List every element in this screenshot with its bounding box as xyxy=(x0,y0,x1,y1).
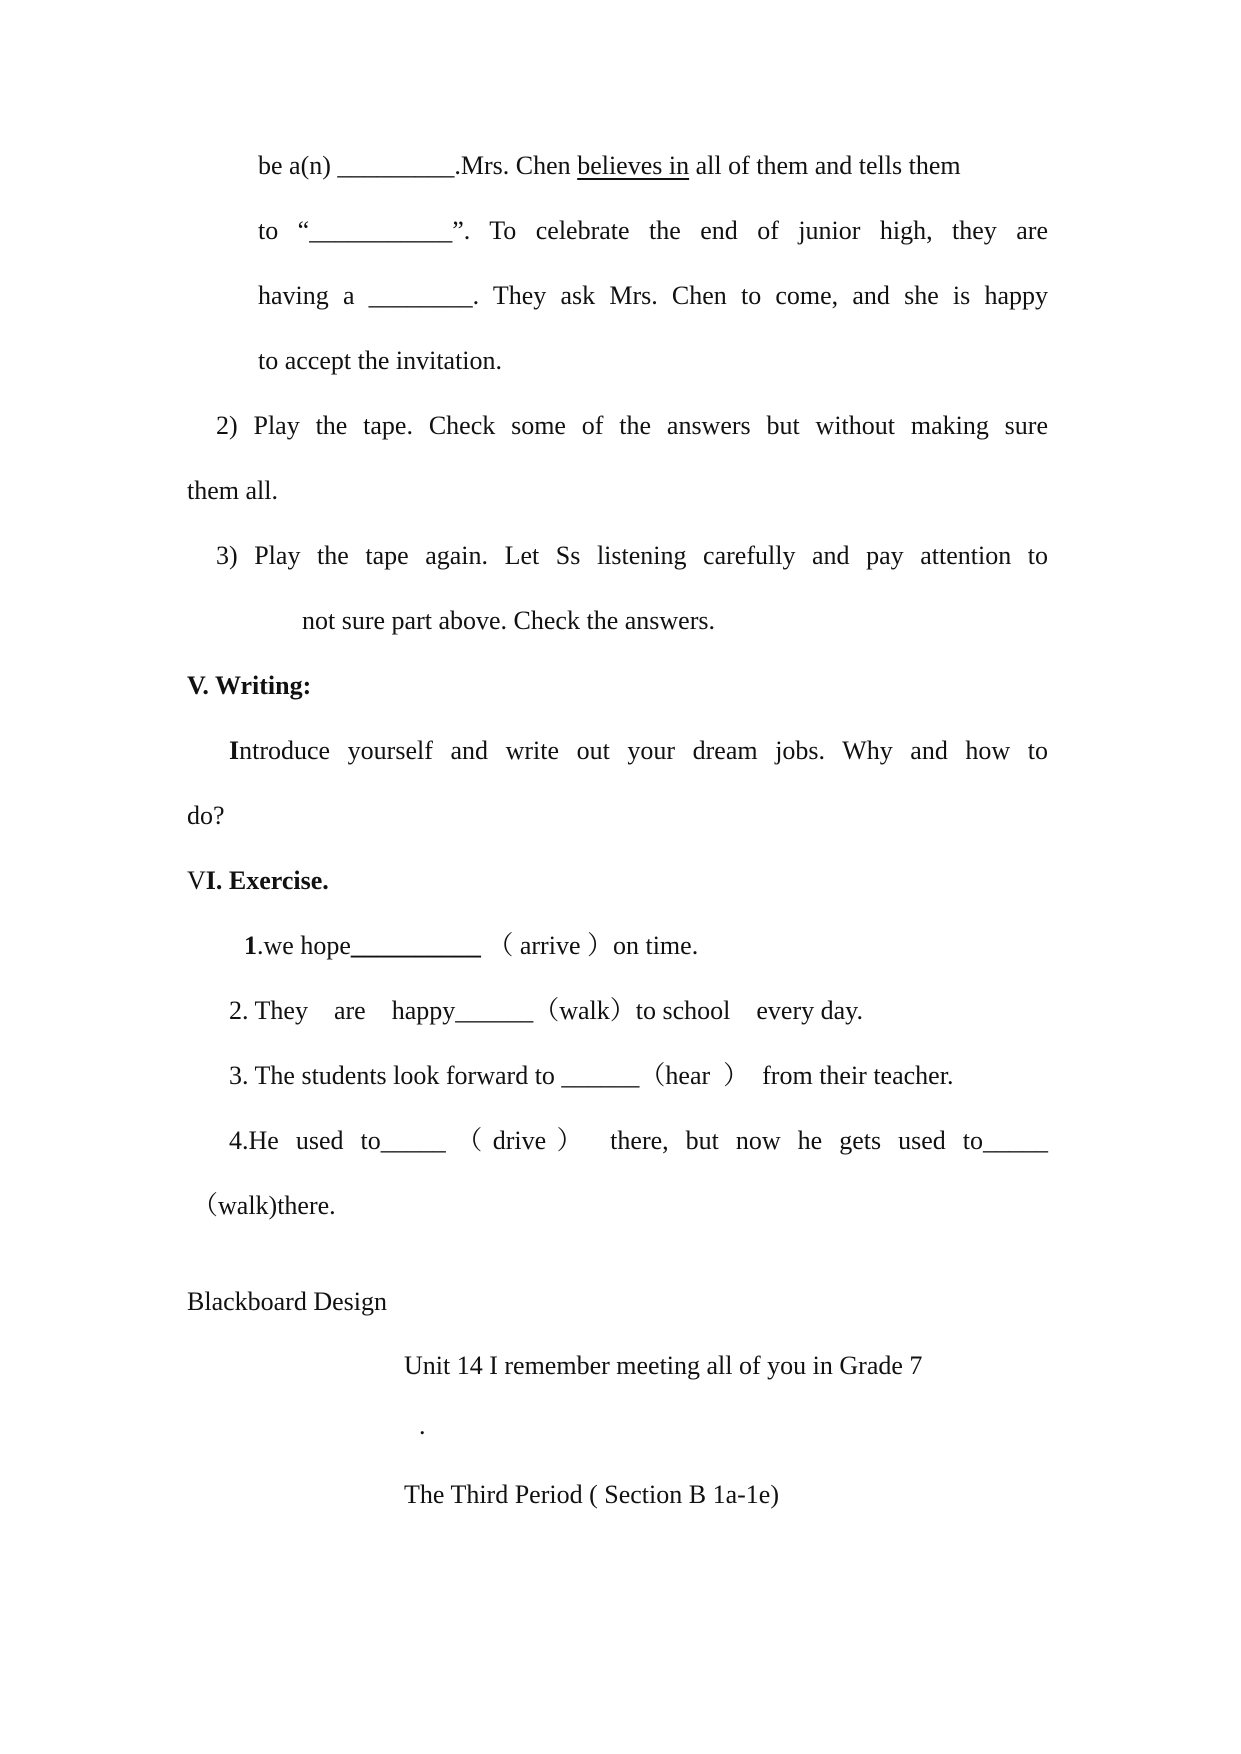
underlined-phrase: believes in xyxy=(577,151,690,180)
exercise-q1-blank: __________ xyxy=(350,931,481,960)
passage-line-1-end: all of them and tells them xyxy=(689,151,961,180)
writing-first-letter: I xyxy=(229,736,240,765)
step-2-line-1: 2) Play the tape. Check some of the answers but without making sure xyxy=(216,411,1048,440)
blackboard-dot: . xyxy=(419,1411,426,1440)
blackboard-label: Blackboard Design xyxy=(187,1287,388,1316)
exercise-q2: 2. They are happy______（walk）to school every day. xyxy=(229,996,863,1025)
writing-heading: V. Writing: xyxy=(187,671,312,700)
passage-line-2: to “___________”. To celebrate the end of junior high, they are xyxy=(258,216,1048,245)
passage-line-4: to accept the invitation. xyxy=(258,346,503,375)
exercise-q1-rest: （ arrive ）on time. xyxy=(480,931,699,960)
exercise-heading-prefix: V xyxy=(187,866,206,895)
exercise-q1-number: 1 xyxy=(244,931,257,960)
exercise-heading-text: I. Exercise. xyxy=(205,866,329,895)
exercise-q3: 3. The students look forward to ______（hear ） from their teacher. xyxy=(229,1061,954,1090)
writing-line-1-text: ntroduce yourself and write out your dream jobs. Why and how to xyxy=(239,736,1048,765)
step-2-line-2: them all. xyxy=(187,476,278,505)
blackboard-unit-title: Unit 14 I remember meeting all of you in Grade 7 xyxy=(404,1351,923,1380)
exercise-q1-text: .we hope xyxy=(257,931,351,960)
writing-line-2: do? xyxy=(187,801,225,830)
passage-line-1-start: be a(n) _________.Mrs. Chen xyxy=(258,151,578,180)
passage-line-1 xyxy=(258,150,1048,182)
exercise-heading xyxy=(187,865,329,897)
step-3-line-1: 3) Play the tape again. Let Ss listening carefully and pay attention to xyxy=(216,541,1048,570)
exercise-q4-line-1: 4.He used to_____（drive） there, but now he gets used to_____ xyxy=(229,1126,1048,1155)
step-3-line-2: not sure part above. Check the answers. xyxy=(302,606,715,635)
passage-line-3: having a ________. They ask Mrs. Chen to come, and she is happy xyxy=(258,281,1048,310)
blackboard-period: The Third Period ( Section B 1a-1e) xyxy=(404,1480,779,1509)
exercise-q4-line-2: （walk)there. xyxy=(192,1191,336,1220)
writing-line-1 xyxy=(229,735,1048,767)
exercise-q1 xyxy=(244,930,698,962)
